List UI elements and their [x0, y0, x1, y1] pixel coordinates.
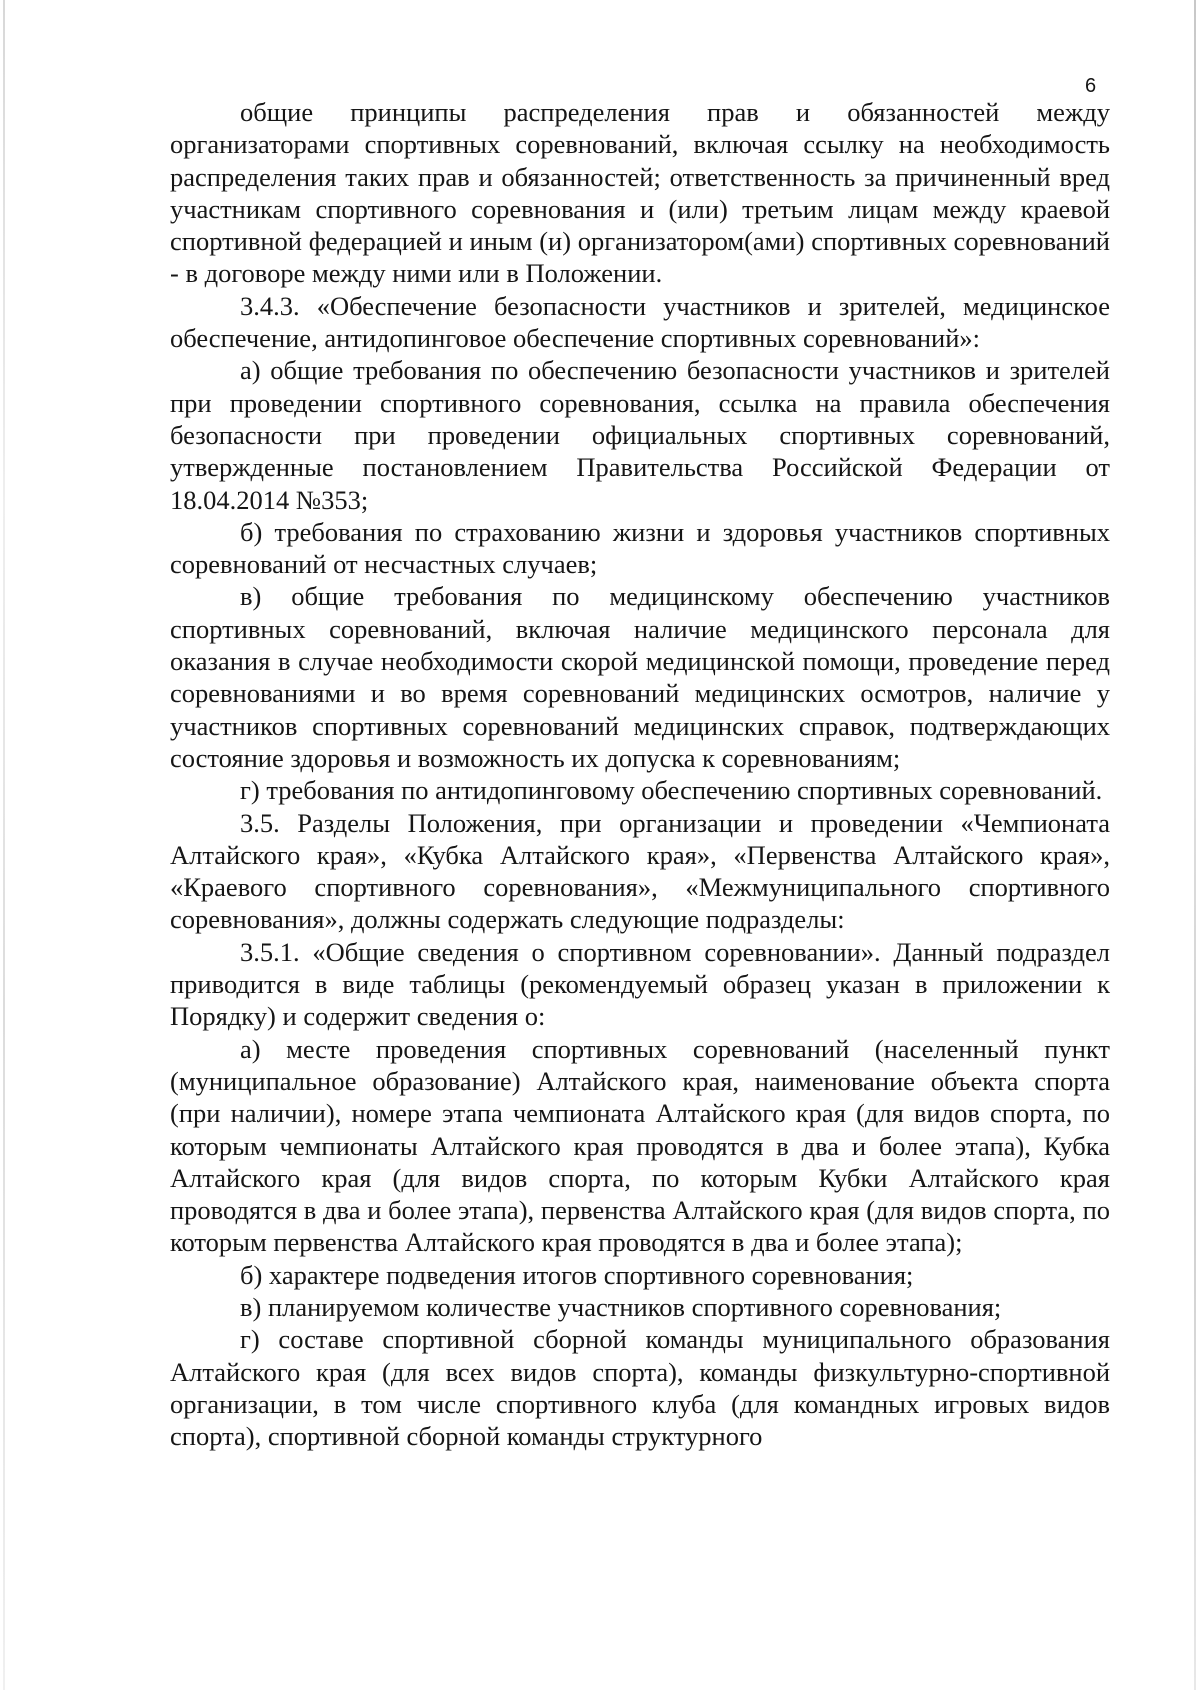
paragraph-3-4-3-g: г) требования по антидопинговому обеспечению спортивных соревнований. [240, 775, 1103, 806]
paragraph-3-5-1-g: г) составе спортивной сборной команды муниципального образования Алтайского края (для всех видов спорта), команды физкультурно-спортивной организации, в том числе спортивного клуба (для командных игровых видов спорта), спортивной сборной команды структурного [170, 1324, 1110, 1452]
paragraph-3-5-1-heading: 3.5.1. «Общие сведения о спортивном соревновании». Данный подраздел приводится в виде таблицы (рекомендуемый образец указан в приложении к Порядку) и содержит сведения о: [170, 936, 1110, 1032]
paragraph-3-4-3-b: б) требования по страхованию жизни и здоровья участников спортивных соревнований от несчастных случаев; [170, 516, 1110, 580]
paragraph-3-5-1-v: в) планируемом количестве участников спортивного соревнования; [240, 1291, 1002, 1322]
paragraph-3-4-3-v: в) общие требования по медицинскому обеспечению участников спортивных соревнований, включая наличие медицинского персонала для оказания в случае необходимости скорой медицинской помощи, проведение перед соревнованиями и во время соревнований медицинских осмотров, наличие у участников спортивных соревнований медицинских справок, подтверждающих состояние здоровья и возможность их допуска к соревнованиям; [170, 581, 1110, 773]
scan-edge-right [1194, 0, 1196, 1690]
paragraph-3-5-1-b: б) характере подведения итогов спортивного соревнования; [240, 1259, 914, 1290]
page-number: 6 [1085, 75, 1097, 97]
paragraph-3-4-3-heading: 3.4.3. «Обеспечение безопасности участников и зрителей, медицинское обеспечение, антидопинговое обеспечение спортивных соревнований»: [170, 290, 1110, 354]
scan-edge-left [3, 0, 5, 1690]
paragraph-3-4-3-a: а) общие требования по обеспечению безопасности участников и зрителей при проведении спортивного соревнования, ссылка на правила обеспечения безопасности при проведении официальных спортивных соревнований, утвержденные постановлением Правительства Российской Федерации от 18.04.2014 №353; [170, 355, 1110, 515]
document-body [170, 96, 1110, 1452]
paragraph-general-principles: общие принципы распределения прав и обязанностей между организаторами спортивных соревнований, включая ссылку на необходимость распределения таких прав и обязанностей; ответственность за причиненный вред участникам спортивного соревнования и (или) третьим лицам между краевой спортивной федерацией и иным (и) организатором(ами) спортивных соревнований - в договоре между ними или в Положении. [170, 97, 1110, 289]
paragraph-3-5-heading: 3.5. Разделы Положения, при организации и проведении «Чемпионата Алтайского края», «Кубка Алтайского края», «Первенства Алтайского края», «Краевого спортивного соревнования», «Межмуниципального спортивного соревнования», должны содержать следующие подразделы: [170, 807, 1110, 935]
paragraph-3-5-1-a: а) месте проведения спортивных соревнований (населенный пункт (муниципальное образование) Алтайского края, наименование объекта спорта (при наличии), номере этапа чемпионата Алтайского края (для видов спорта, по которым чемпионаты Алтайского края проводятся в два и более этапа), Кубка Алтайского края (для видов спорта, по которым Кубки Алтайского края проводятся в два и более этапа), первенства Алтайского края (для видов спорта, по которым первенства Алтайского края проводятся в два и более этапа); [170, 1033, 1110, 1258]
